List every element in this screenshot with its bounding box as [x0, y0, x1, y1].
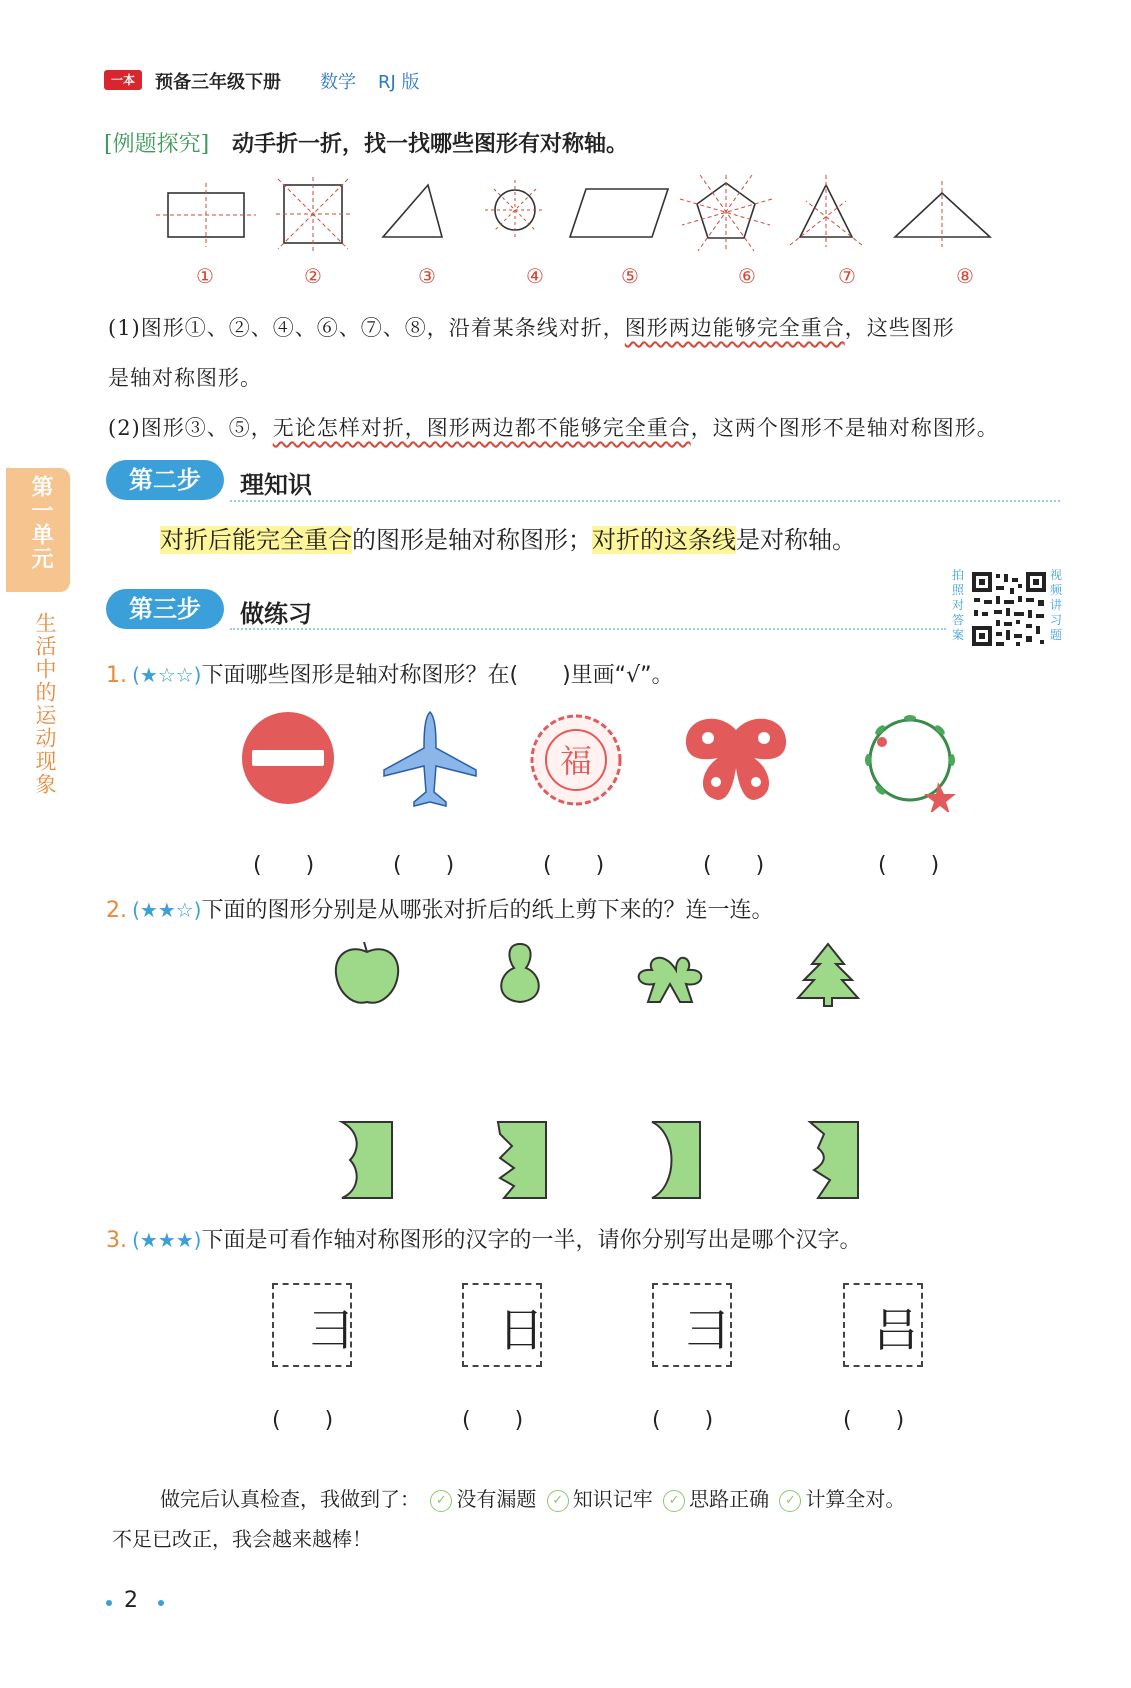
q2-number: 2.: [106, 898, 127, 923]
question-2: [106, 893, 774, 924]
shape-number-6: ⑥: [738, 264, 756, 288]
explanation-2-text: (2)图形③、⑤，: [108, 416, 273, 440]
q3-number: 3.: [106, 1228, 127, 1253]
folded-paper-1: [342, 1122, 392, 1198]
qr-right-caption: 视频讲习题: [1050, 568, 1063, 642]
gourd-shape: [501, 944, 539, 1002]
folded-paper-4: [810, 1122, 858, 1198]
airplane-image: [380, 708, 480, 808]
edition-label: RJ 版: [378, 72, 420, 93]
q1-stars: (★☆☆): [132, 663, 202, 687]
shape-number-4: ④: [526, 264, 544, 288]
half-char-4: 吕: [873, 1303, 919, 1357]
page-dot-left: [106, 1600, 112, 1606]
explanation-1-tail: ，这些图形: [844, 316, 955, 340]
q1-number: 1.: [106, 663, 127, 688]
explanation-2-tail: ，这两个图形不是轴对称图形。: [690, 416, 999, 440]
half-char-2: 日: [498, 1303, 544, 1357]
half-char-3: 彐: [684, 1303, 730, 1357]
shape-square: [276, 177, 350, 251]
q1-answer-1[interactable]: ( ): [253, 853, 315, 878]
explanation-1: [108, 312, 955, 342]
q3-stars: (★★★): [132, 1228, 202, 1252]
shape-number-2: ②: [304, 264, 322, 288]
butterfly-papercut-image: [678, 710, 794, 806]
shape-rectangle: [156, 183, 256, 247]
explanation-2-key: 无论怎样对折，图形两边都不能够完全重合: [272, 416, 691, 440]
brand-logo: 一本: [104, 70, 142, 90]
explanation-1-text: (1)图形①、②、④、⑥、⑦、⑧，沿着某条线对折，: [108, 316, 625, 340]
explanation-1-cont: 是轴对称图形。: [108, 366, 262, 390]
check-item-3: 思路正确: [689, 1487, 770, 1511]
check-icon[interactable]: ✓: [663, 1490, 685, 1512]
qr-code-icon[interactable]: [970, 570, 1048, 648]
example-instruction: 动手折一折，找一找哪些图形有对称轴。: [232, 131, 629, 157]
shape-circle: [485, 180, 545, 240]
knowledge-statement: [160, 520, 856, 555]
qr-left-caption: 拍照对答案: [952, 568, 965, 642]
check-icon[interactable]: ✓: [430, 1490, 452, 1512]
example-tag: [例题探究]: [104, 132, 210, 157]
explanation-2: [108, 412, 999, 442]
folded-paper-2: [498, 1122, 546, 1198]
q1-answer-5[interactable]: ( ): [878, 853, 940, 878]
subject-label: 数学: [320, 72, 356, 93]
q3-answer-3[interactable]: ( ): [652, 1408, 714, 1433]
clover-shape: [639, 958, 702, 1002]
shape-pentagon: [680, 175, 772, 251]
step2-badge: 第二步: [106, 460, 224, 500]
q1-answer-3[interactable]: ( ): [543, 853, 605, 878]
apple-shape: [336, 949, 398, 1002]
unit-label: 第一单元: [28, 475, 53, 571]
wreath-image: [858, 708, 962, 812]
knowledge-highlight-1: 对折后能完全重合: [160, 526, 352, 554]
knowledge-highlight-2: 对折的这条线: [592, 526, 736, 554]
step3-divider: [230, 628, 946, 630]
question-1: [106, 658, 673, 689]
page-dot-right: [158, 1600, 164, 1606]
question-3: [106, 1223, 862, 1254]
step3-title: 做练习: [240, 600, 312, 628]
q3-answer-2[interactable]: ( ): [462, 1408, 524, 1433]
half-char-1: 彐: [308, 1303, 354, 1357]
check-icon[interactable]: ✓: [547, 1490, 569, 1512]
check-icon[interactable]: ✓: [779, 1490, 801, 1512]
folded-paper-3: [652, 1122, 700, 1198]
cut-shapes-row: [330, 940, 1090, 1010]
q1-answer-2[interactable]: ( ): [393, 853, 455, 878]
svg-text:福: 福: [559, 742, 593, 780]
step2-title: 理知识: [240, 471, 312, 499]
q2-text: 下面的图形分别是从哪张对折后的纸上剪下来的？连一连。: [201, 898, 774, 923]
example-shapes: [140, 175, 1040, 265]
q3-text: 下面是可看作轴对称图形的汉字的一半，请你分别写出是哪个汉字。: [201, 1228, 862, 1253]
shape-number-3: ③: [418, 264, 436, 288]
shape-number-8: ⑧: [956, 264, 974, 288]
unit-topic: 生活中的运动现象: [33, 612, 57, 796]
step2-divider: [230, 500, 1060, 502]
no-entry-sign-image: [240, 710, 336, 806]
tree-shape: [798, 944, 858, 1006]
shape-isosceles-triangle: [895, 181, 990, 247]
explanation-1-key: 图形两边能够完全重合: [624, 316, 845, 340]
check-item-1: 没有漏题: [456, 1487, 537, 1511]
self-check-line2: 不足已改正，我会越来越棒！: [112, 1527, 372, 1551]
book-title: 预备三年级下册: [155, 72, 281, 93]
check-item-4: 计算全对。: [805, 1487, 906, 1511]
q1-answer-4[interactable]: ( ): [703, 853, 765, 878]
shape-triangle: [383, 185, 442, 237]
knowledge-text-1: 的图形是轴对称图形；: [352, 526, 592, 554]
shape-number-7: ⑦: [838, 264, 856, 288]
self-check-intro: 做完后认真检查，我做到了：: [160, 1487, 420, 1511]
shape-equilateral-triangle: [790, 175, 862, 247]
step3-badge: 第三步: [106, 589, 224, 629]
q2-stars: (★★☆): [132, 898, 202, 922]
fu-papercut-image: [528, 712, 624, 808]
q1-text: 下面哪些图形是轴对称图形？在( )里画“√”。: [201, 663, 674, 688]
q3-answer-1[interactable]: ( ): [272, 1408, 334, 1433]
knowledge-text-2: 是对称轴。: [736, 526, 856, 554]
folded-paper-row: [330, 1120, 870, 1200]
shape-number-1: ①: [196, 264, 214, 288]
q3-answer-4[interactable]: ( ): [843, 1408, 905, 1433]
page-number: 2: [124, 1588, 138, 1613]
shape-parallelogram: [570, 189, 668, 237]
self-check: [160, 1483, 905, 1512]
shape-number-5: ⑤: [621, 264, 639, 288]
check-item-2: 知识记牢: [572, 1487, 653, 1511]
